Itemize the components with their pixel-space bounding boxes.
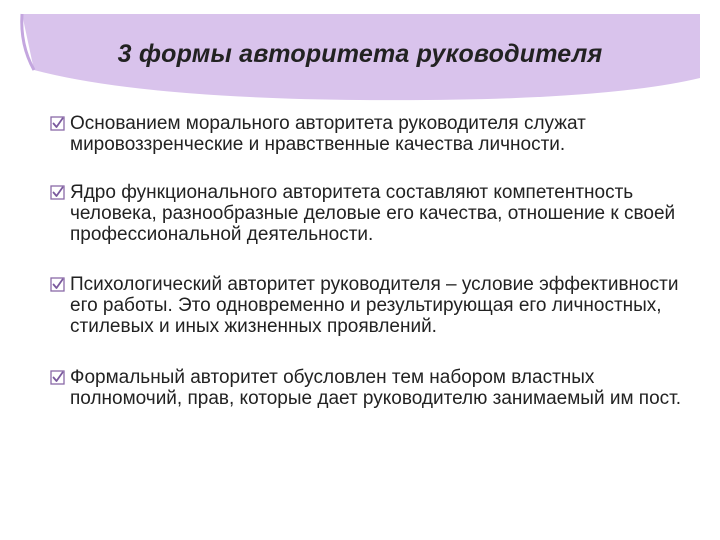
bullet-text: Основанием морального авторитета руководителя служат мировоззренческие и нравственные качества личности. <box>70 113 586 155</box>
checkbox-checked-icon <box>50 277 65 292</box>
bullet-text: Психологический авторитет руководителя – условие эффективности его работы. Это одновременно и результирующая его личностных, стилевых и иных жизненных проявлений. <box>70 274 679 337</box>
bullet-text: Ядро функционального авторитета составляют компетентность человека, разнообразные деловые его качества, отношение к своей профессиональной деятельности. <box>70 182 676 245</box>
bullet-text: Формальный авторитет обусловлен тем набором властных полномочий, прав, которые дает руководителю занимаемый им пост. <box>70 367 682 409</box>
checkbox-checked-icon <box>50 370 65 385</box>
bullet-item <box>50 367 700 409</box>
bullet-list <box>50 113 700 409</box>
checkbox-checked-icon <box>50 185 65 200</box>
slide-title: 3 формы авторитета руководителя <box>117 40 603 68</box>
bullet-item <box>50 113 700 155</box>
bullet-item <box>50 182 700 245</box>
bullet-item <box>50 274 700 337</box>
checkbox-checked-icon <box>50 116 65 131</box>
